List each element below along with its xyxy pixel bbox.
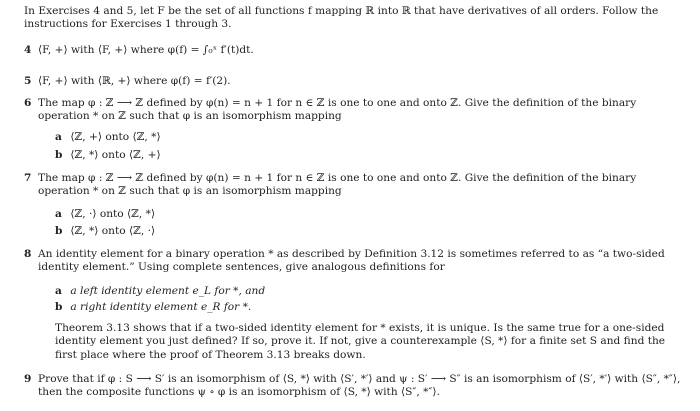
- exercise-8-part-a: [55, 285, 680, 298]
- part-text: a right identity element e_R for *.: [70, 301, 252, 313]
- exercise-7-part-a: [55, 208, 680, 221]
- exercise-8: [24, 248, 682, 275]
- part-label: b: [55, 301, 63, 313]
- part-text: ⟨ℤ, *⟩ onto ⟨ℤ, +⟩: [70, 149, 161, 161]
- follow-up-text: Theorem 3.13 shows that if a two-sided identity element for * exists, it is unique. Is the same true for a one-sided identity element you just defined? If so, prove it. If not, give a counterexample ⟨S, *⟩ for a finite set S and find the first place where the proof of Theorem 3.13 breaks down.: [55, 322, 666, 361]
- part-label: b: [55, 225, 63, 237]
- exercise-text: The map φ : ℤ ⟶ ℤ defined by φ(n) = n + 1 for n ∈ ℤ is one to one and onto ℤ. Give the definition of the binary operation * on ℤ such that φ is an isomorphism mapping: [38, 97, 637, 123]
- part-label: b: [55, 149, 63, 161]
- exercise-number: 7: [24, 172, 32, 184]
- exercise-8-part-b: [55, 301, 680, 314]
- exercise-text: ⟨F, +⟩ with ⟨F, +⟩ where φ(f) = ∫₀ˣ f′(t)dt.: [38, 44, 254, 56]
- exercise-7-part-b: [55, 225, 680, 238]
- exercise-text: ⟨F, +⟩ with ⟨ℝ, +⟩ where φ(f) = f′(2).: [38, 75, 231, 87]
- exercise-8-follow-up: [55, 322, 684, 362]
- part-text: ⟨ℤ, *⟩ onto ⟨ℤ, ·⟩: [70, 225, 156, 237]
- exercise-9: [24, 373, 682, 400]
- exercise-6: [24, 97, 682, 124]
- exercise-5: [24, 75, 682, 88]
- part-label: a: [55, 285, 62, 297]
- exercise-number: 5: [24, 75, 32, 87]
- exercise-4: [24, 44, 682, 57]
- part-text: ⟨ℤ, +⟩ onto ⟨ℤ, *⟩: [70, 131, 161, 143]
- exercise-text: The map φ : ℤ ⟶ ℤ defined by φ(n) = n + 1 for n ∈ ℤ is one to one and onto ℤ. Give the definition of the binary operation * on ℤ such that φ is an isomorphism mapping: [38, 172, 637, 198]
- exercise-number: 6: [24, 97, 32, 109]
- part-text: a left identity element e_L for *, and: [70, 285, 266, 297]
- part-label: a: [55, 131, 62, 143]
- intro-paragraph: [24, 5, 682, 32]
- exercise-text: Prove that if φ : S ⟶ S′ is an isomorphism of ⟨S, *⟩ with ⟨S′, *′⟩ and ψ : S′ ⟶ S″ is an isomorphism of ⟨S′, *′⟩ with ⟨S″, *″⟩, then the composite functions ψ ∘ φ is an isomorphism of ⟨S, *⟩ with ⟨S″, *″⟩.: [38, 373, 681, 399]
- exercise-7: [24, 172, 682, 199]
- exercise-6-part-b: [55, 149, 680, 162]
- exercise-text: An identity element for a binary operation * as described by Definition 3.12 is sometimes referred to as “a two-sided identity element.” Using complete sentences, give analogous definitions for: [38, 248, 665, 274]
- exercise-6-part-a: [55, 131, 680, 144]
- exercise-number: 9: [24, 373, 32, 385]
- exercise-number: 4: [24, 44, 32, 56]
- exercise-number: 8: [24, 248, 32, 260]
- part-text: ⟨ℤ, ·⟩ onto ⟨ℤ, *⟩: [70, 208, 156, 220]
- part-label: a: [55, 208, 62, 220]
- intro-text: In Exercises 4 and 5, let F be the set of all functions f mapping ℝ into ℝ that have derivatives of all orders. Follow the instructions for Exercises 1 through 3.: [24, 5, 659, 31]
